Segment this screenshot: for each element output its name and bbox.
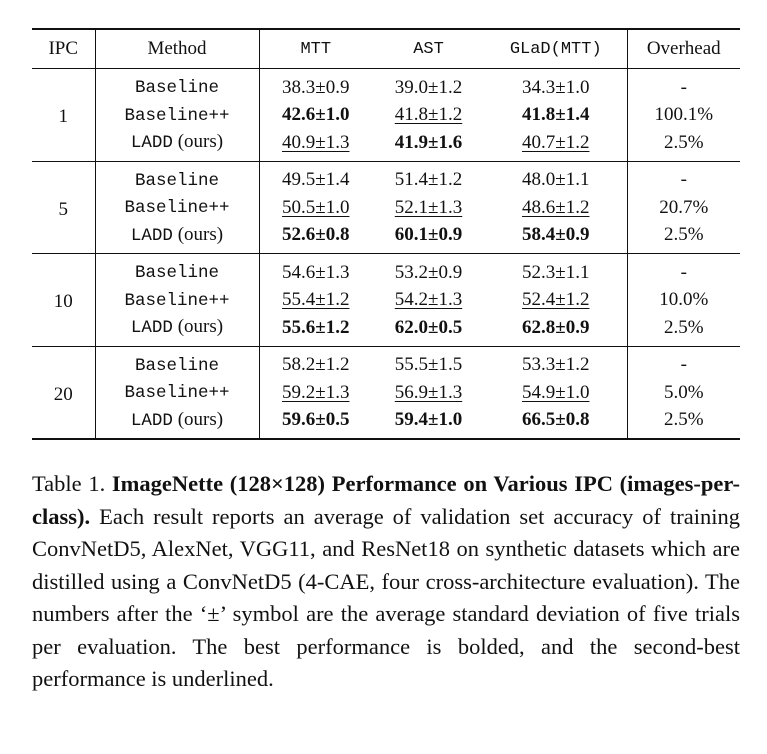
- accuracy-value: 51.4±1.2: [394, 169, 463, 190]
- accuracy-value: 40.9±1.3: [282, 131, 350, 153]
- method-name: Baseline++: [124, 290, 230, 311]
- method-suffix: (ours): [172, 223, 224, 245]
- value-cell: [372, 129, 485, 161]
- method-cell: [95, 129, 259, 161]
- value-cell: [372, 194, 485, 222]
- accuracy-value: 54.6±1.3: [282, 261, 350, 283]
- table-row: [32, 194, 740, 222]
- accuracy-value: 59.6±0.5: [282, 409, 350, 430]
- value-cell: [372, 222, 485, 254]
- value-cell: [485, 161, 627, 194]
- header-ast: AST: [372, 29, 485, 69]
- table-caption: [32, 468, 740, 696]
- table-row: [32, 102, 740, 130]
- method-name: Baseline++: [124, 198, 230, 218]
- accuracy-value: 54.9±1.0: [522, 381, 590, 403]
- results-table: [32, 28, 740, 440]
- method-cell: [95, 102, 259, 130]
- overhead-cell: 5.0%: [663, 381, 704, 403]
- method-cell: [95, 254, 259, 287]
- value-cell: [372, 102, 485, 130]
- value-cell: [259, 194, 372, 222]
- accuracy-value: 58.2±1.2: [282, 354, 350, 375]
- value-cell: [485, 102, 627, 130]
- table-row: [32, 222, 740, 254]
- accuracy-value: 40.7±1.2: [522, 131, 590, 153]
- value-cell: [259, 254, 372, 287]
- overhead-cell: -: [680, 354, 687, 375]
- accuracy-value: 49.5±1.4: [282, 169, 350, 190]
- method-cell: [95, 379, 259, 407]
- value-cell: [259, 129, 372, 161]
- overhead-cell: 20.7%: [659, 196, 709, 218]
- ipc-cell: 10: [32, 254, 95, 347]
- method-name: Baseline: [134, 170, 219, 191]
- method-name: Baseline++: [124, 105, 230, 126]
- value-cell: [259, 346, 372, 379]
- table-row: [32, 129, 740, 161]
- table-header: [32, 29, 740, 69]
- value-cell: [372, 346, 485, 379]
- method-name: Baseline: [134, 355, 219, 376]
- header-glad: GLaD(MTT): [485, 29, 627, 69]
- value-cell: [259, 379, 372, 407]
- ipc-group-10: [32, 254, 740, 347]
- accuracy-value: 55.5±1.5: [394, 354, 463, 375]
- value-cell: [372, 287, 485, 315]
- method-name: LADD: [130, 410, 173, 431]
- accuracy-value: 66.5±0.8: [522, 409, 590, 430]
- value-cell: [259, 287, 372, 315]
- value-cell: [372, 407, 485, 440]
- table-row: [32, 69, 740, 102]
- accuracy-value: 41.8±1.4: [522, 104, 590, 125]
- ipc-group-20: [32, 346, 740, 439]
- accuracy-value: 52.6±0.8: [282, 224, 350, 245]
- value-cell: [372, 69, 485, 102]
- accuracy-value: 48.6±1.2: [522, 196, 590, 218]
- table-row: [32, 287, 740, 315]
- value-cell: [259, 69, 372, 102]
- accuracy-value: 59.4±1.0: [394, 409, 463, 430]
- value-cell: [485, 254, 627, 287]
- accuracy-value: 59.2±1.3: [282, 381, 350, 403]
- ipc-cell: 20: [32, 346, 95, 439]
- caption-title: ImageNette (128×128) Performance on Various IPC (images-per-class).: [32, 471, 740, 529]
- accuracy-value: 41.8±1.2: [394, 104, 463, 125]
- method-suffix: (ours): [172, 131, 224, 152]
- overhead-cell: -: [680, 261, 687, 283]
- accuracy-value: 56.9±1.3: [394, 381, 463, 403]
- method-suffix: (ours): [172, 316, 224, 337]
- overhead-cell: 2.5%: [663, 409, 704, 430]
- method-cell: [95, 161, 259, 194]
- caption-label: Table 1.: [32, 471, 106, 496]
- method-name: Baseline++: [124, 383, 230, 403]
- accuracy-value: 52.4±1.2: [522, 289, 590, 310]
- overhead-cell: 100.1%: [654, 104, 714, 125]
- accuracy-value: 62.8±0.9: [522, 316, 590, 338]
- value-cell: [372, 314, 485, 346]
- ipc-cell: 1: [32, 69, 95, 162]
- results-table-wrapper: [32, 28, 740, 440]
- table-row: [32, 161, 740, 194]
- method-cell: [95, 194, 259, 222]
- header-mtt: MTT: [259, 29, 372, 69]
- method-name: LADD: [130, 318, 173, 338]
- method-name: LADD: [130, 225, 173, 246]
- overhead-cell: 2.5%: [663, 316, 704, 338]
- value-cell: [259, 102, 372, 130]
- ipc-cell: 5: [32, 161, 95, 254]
- ipc-group-5: [32, 161, 740, 254]
- value-cell: [485, 379, 627, 407]
- accuracy-value: 53.3±1.2: [522, 354, 590, 375]
- value-cell: [259, 407, 372, 440]
- accuracy-value: 55.4±1.2: [282, 289, 350, 310]
- accuracy-value: 39.0±1.2: [394, 76, 463, 98]
- method-name: Baseline: [134, 78, 219, 98]
- header-ipc: IPC: [32, 29, 95, 69]
- value-cell: [485, 346, 627, 379]
- method-cell: [95, 314, 259, 346]
- accuracy-value: 53.2±0.9: [394, 261, 463, 283]
- accuracy-value: 50.5±1.0: [282, 196, 350, 218]
- value-cell: [372, 254, 485, 287]
- method-cell: [95, 222, 259, 254]
- method-suffix: (ours): [172, 408, 224, 430]
- value-cell: [485, 129, 627, 161]
- value-cell: [485, 194, 627, 222]
- accuracy-value: 62.0±0.5: [394, 316, 463, 338]
- accuracy-value: 38.3±0.9: [282, 76, 350, 98]
- value-cell: [485, 287, 627, 315]
- method-cell: [95, 287, 259, 315]
- accuracy-value: 41.9±1.6: [394, 131, 463, 153]
- ipc-group-1: [32, 69, 740, 162]
- overhead-cell: 2.5%: [663, 224, 704, 245]
- overhead-cell: -: [680, 76, 687, 98]
- table-row: [32, 314, 740, 346]
- caption-body: Each result reports an average of validation set accuracy of training ConvNetD5, AlexNet, VGG11, and ResNet18 on synthetic datasets which are distilled using a ConvNetD5 (4-CAE, four cross-architecture evaluation). The numbers after the ‘±’ symbol are the average standard deviation of five trials per evaluation. The best performance is bolded, and the second-best performance is underlined.: [32, 503, 741, 691]
- accuracy-value: 34.3±1.0: [522, 76, 590, 98]
- value-cell: [259, 314, 372, 346]
- table-row: [32, 346, 740, 379]
- method-name: LADD: [130, 133, 173, 153]
- method-cell: [95, 69, 259, 102]
- header-overhead: Overhead: [627, 29, 740, 69]
- method-cell: [95, 407, 259, 440]
- table-row: [32, 407, 740, 440]
- table-row: [32, 254, 740, 287]
- accuracy-value: 42.6±1.0: [282, 104, 350, 125]
- value-cell: [259, 222, 372, 254]
- value-cell: [485, 407, 627, 440]
- accuracy-value: 48.0±1.1: [522, 169, 590, 190]
- accuracy-value: 54.2±1.3: [394, 289, 463, 310]
- value-cell: [485, 69, 627, 102]
- value-cell: [372, 379, 485, 407]
- overhead-cell: -: [680, 169, 687, 190]
- accuracy-value: 55.6±1.2: [282, 316, 350, 338]
- table-row: [32, 379, 740, 407]
- method-name: Baseline: [134, 263, 219, 283]
- accuracy-value: 52.3±1.1: [522, 261, 590, 283]
- value-cell: [485, 222, 627, 254]
- accuracy-value: 52.1±1.3: [394, 196, 463, 218]
- accuracy-value: 60.1±0.9: [394, 224, 463, 245]
- overhead-cell: 2.5%: [663, 131, 704, 153]
- value-cell: [259, 161, 372, 194]
- header-method: Method: [95, 29, 259, 69]
- method-cell: [95, 346, 259, 379]
- value-cell: [485, 314, 627, 346]
- value-cell: [372, 161, 485, 194]
- accuracy-value: 58.4±0.9: [522, 224, 590, 245]
- overhead-cell: 10.0%: [659, 289, 709, 310]
